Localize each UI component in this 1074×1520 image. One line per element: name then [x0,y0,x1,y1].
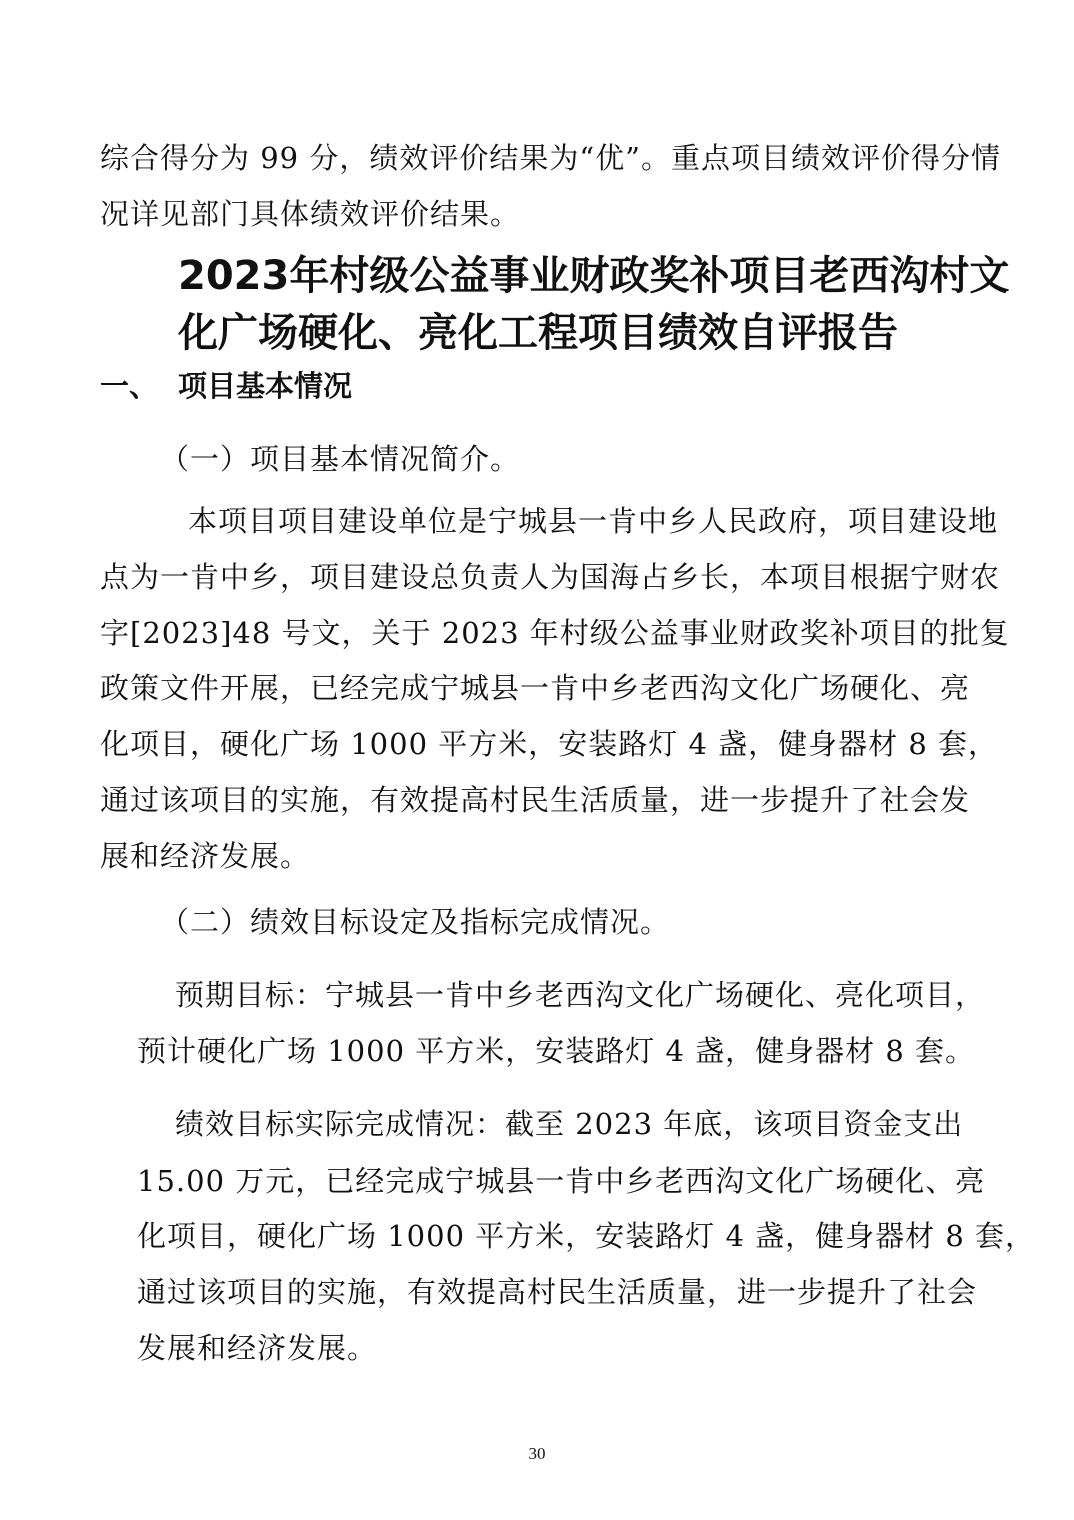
sub1-line-6: 通过该项目的实施，有效提高村民生活质量，进一步提升了社会发 [100,783,971,817]
sub1-line-1: 本项目项目建设单位是宁城县一肯中乡人民政府，项目建设地 [188,504,999,538]
sub1-line-4: 政策文件开展，已经完成宁城县一肯中乡老西沟文化广场硬化、亮 [100,671,971,705]
section-number: 一、 [100,369,159,403]
actual-completion-line-2: 15.00 万元，已经完成宁城县一肯中乡老西沟文化广场硬化、亮 [137,1164,986,1198]
page-number: 30 [528,1444,546,1463]
actual-completion-line-1: 绩效目标实际完成情况：截至 2023 年底，该项目资金支出 [175,1107,964,1141]
intro-line-2: 况详见部门具体绩效评价结果。 [100,197,521,231]
actual-completion-line-4: 通过该项目的实施，有效提高村民生活质量，进一步提升了社会 [137,1275,978,1309]
report-title-line-1: 2023年村级公益事业财政奖补项目老西沟村文 [178,253,1010,299]
sub1-line-2: 点为一肯中乡，项目建设总负责人为国海占乡长，本项目根据宁财农 [100,560,1001,594]
sub1-line-3: 字[2023]48 号文，关于 2023 年村级公益事业财政奖补项目的批复 [100,616,1010,650]
expected-goal-line-1: 预期目标：宁城县一肯中乡老西沟文化广场硬化、亮化项目， [175,978,986,1012]
intro-line-1: 综合得分为 99 分，绩效评价结果为“优”。重点项目绩效评价得分情 [100,141,1001,175]
expected-goal-line-2: 预计硬化广场 1000 平方米，安装路灯 4 盏，健身器材 8 套。 [137,1034,976,1068]
subsection-heading-2: （二）绩效目标设定及指标完成情况。 [160,905,671,939]
sub1-line-5: 化项目，硬化广场 1000 平方米，安装路灯 4 盏，健身器材 8 套， [100,727,999,761]
section-heading: 项目基本情况 [178,369,353,403]
subsection-heading-1: （一）项目基本情况简介。 [160,442,521,476]
actual-completion-line-3: 化项目，硬化广场 1000 平方米，安装路灯 4 盏，健身器材 8 套， [137,1219,1036,1253]
sub1-line-7: 展和经济发展。 [100,839,311,873]
report-title-line-2: 化广场硬化、亮化工程项目绩效自评报告 [178,310,898,356]
actual-completion-line-5: 发展和经济发展。 [137,1331,378,1365]
